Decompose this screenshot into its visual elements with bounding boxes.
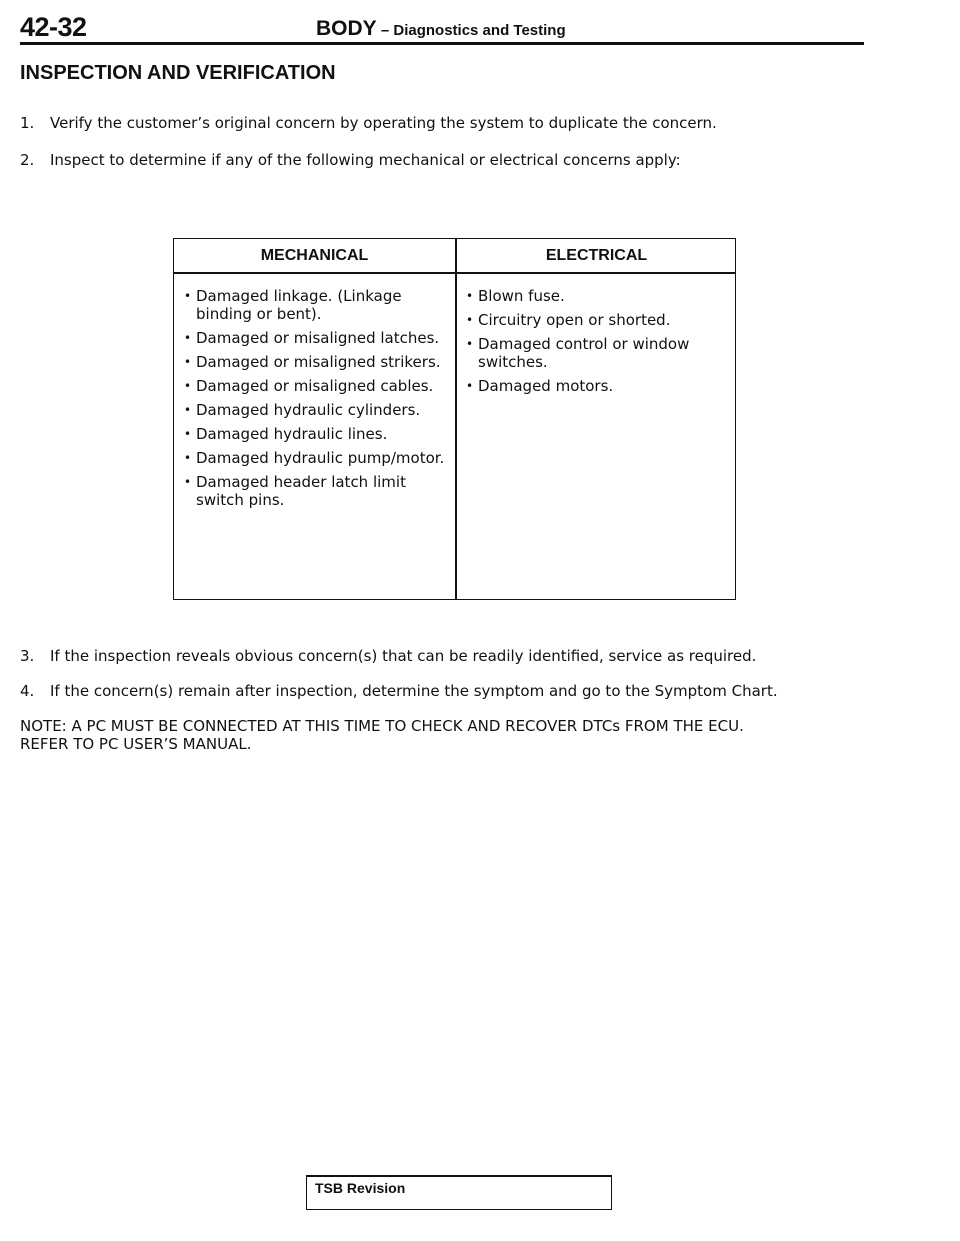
list-item: • Damaged control or window switches. <box>464 335 730 371</box>
step-text: Verify the customer’s original concern by operating the system to duplicate the concern. <box>50 114 717 132</box>
list-item: • Damaged hydraulic pump/motor. <box>182 449 450 467</box>
list-item: • Circuitry open or shorted. <box>464 311 730 329</box>
step-1 <box>20 114 717 132</box>
step-text: Inspect to determine if any of the following mechanical or electrical concerns apply: <box>50 151 681 169</box>
subsection-name: Diagnostics and Testing <box>393 22 566 39</box>
header-rule <box>20 42 864 45</box>
title-separator: – <box>376 22 394 39</box>
page-header <box>20 12 864 44</box>
page-heading: INSPECTION AND VERIFICATION <box>20 62 336 84</box>
note-line-1: NOTE: A PC MUST BE CONNECTED AT THIS TIME TO CHECK AND RECOVER DTCs FROM THE ECU. <box>20 717 744 735</box>
header-divider <box>174 272 735 274</box>
list-item: • Damaged motors. <box>464 377 730 395</box>
step-4 <box>20 682 778 700</box>
electrical-header: ELECTRICAL <box>545 247 648 264</box>
list-item: • Damaged linkage. (Linkage binding or bent). <box>182 287 450 323</box>
list-item: • Damaged or misaligned cables. <box>182 377 450 395</box>
list-item: • Damaged hydraulic cylinders. <box>182 401 450 419</box>
step-number: 1. <box>20 114 35 132</box>
list-item: • Blown fuse. <box>464 287 730 305</box>
list-item: • Damaged or misaligned strikers. <box>182 353 450 371</box>
step-2 <box>20 151 681 169</box>
list-item: • Damaged or misaligned latches. <box>182 329 450 347</box>
tsb-revision-label: TSB Revision <box>315 1180 406 1196</box>
step-text: If the inspection reveals obvious concern(s) that can be readily identified, service as required. <box>50 647 757 665</box>
electrical-list <box>464 287 730 401</box>
section-title <box>316 17 566 41</box>
note-line-2: REFER TO PC USER’S MANUAL. <box>20 735 252 753</box>
step-number: 2. <box>20 151 35 169</box>
note <box>20 717 744 753</box>
step-3 <box>20 647 756 665</box>
step-text: If the concern(s) remain after inspection, determine the symptom and go to the Symptom Chart. <box>50 682 778 700</box>
list-item: • Damaged header latch limit switch pins. <box>182 473 450 509</box>
mechanical-header: MECHANICAL <box>260 247 369 264</box>
list-item: • Damaged hydraulic lines. <box>182 425 450 443</box>
step-number: 4. <box>20 682 35 700</box>
mechanical-list <box>182 287 450 515</box>
tsb-revision-box <box>306 1175 612 1210</box>
column-divider <box>455 239 457 599</box>
step-number: 3. <box>20 647 35 665</box>
section-name: BODY <box>316 17 377 40</box>
page-number: 42-32 <box>20 12 87 42</box>
concerns-table <box>173 238 736 600</box>
